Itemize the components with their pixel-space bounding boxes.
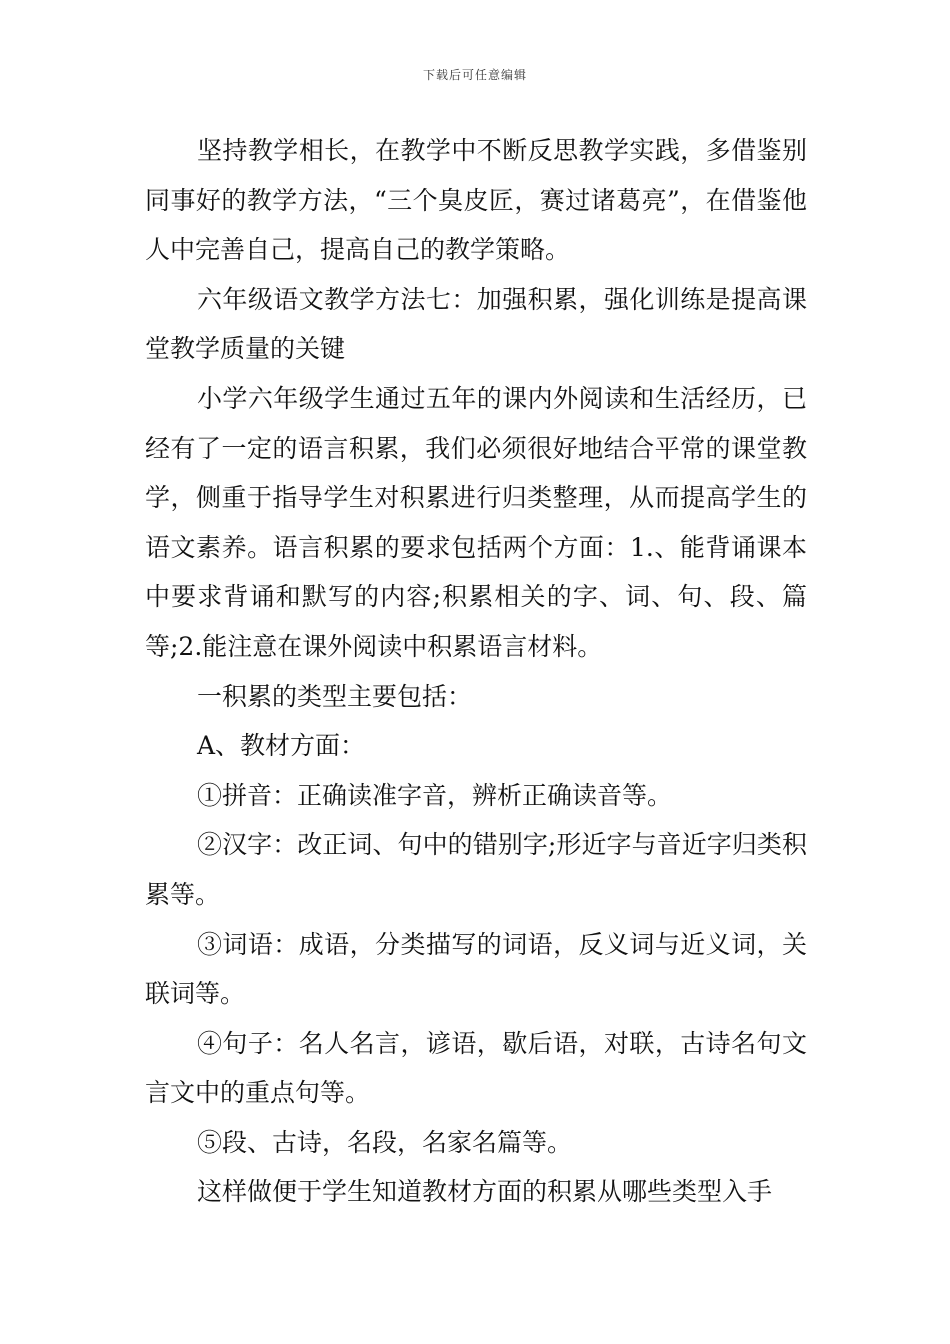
paragraph-teaching-reflection: 坚持教学相长，在教学中不断反思教学实践，多借鉴别同事好的教学方法，“三个臭皮匠，赛过诸葛亮”，在借鉴他人中完善自己，提高自己的教学策略。 <box>145 136 807 265</box>
paragraph-accumulation-types: 一积累的类型主要包括： <box>197 681 473 711</box>
list-item-pinyin: ①拼音：正确读准字音，辨析正确读音等。 <box>197 780 673 810</box>
paragraph-closing: 这样做便于学生知道教材方面的积累从哪些类型入手 <box>197 1177 773 1207</box>
list-item-words: ③词语：成语，分类描写的词语，反义词与近义词，关联词等。 <box>145 929 807 1009</box>
paragraph-language-accumulation: 小学六年级学生通过五年的课内外阅读和生活经历，已经有了一定的语言积累，我们必须很好地结合平常的课堂教学，侧重于指导学生对积累进行归类整理，从而提高学生的语文素养。语言积累的要求包括两个方面：1.、能背诵课本中要求背诵和默写的内容;积累相关的字、词、句、段、篇等;2.能注意在课外阅读中积累语言材料。 <box>145 383 807 661</box>
list-item-characters: ②汉字：改正词、句中的错别字;形近字与音近字归类积累等。 <box>145 830 807 909</box>
paragraph-textbook-aspect: A、教材方面： <box>197 731 366 761</box>
paragraph-method-seven-heading: 六年级语文教学方法七：加强积累，强化训练是提高课堂教学质量的关键 <box>145 284 807 364</box>
list-item-sentences: ④句子：名人名言，谚语，歇后语，对联，古诗名句文言文中的重点句等。 <box>145 1028 807 1108</box>
document-body <box>145 126 807 1217</box>
list-item-passages: ⑤段、古诗，名段，名家名篇等。 <box>197 1127 573 1157</box>
page-header: 下载后可任意编辑 <box>422 68 527 82</box>
